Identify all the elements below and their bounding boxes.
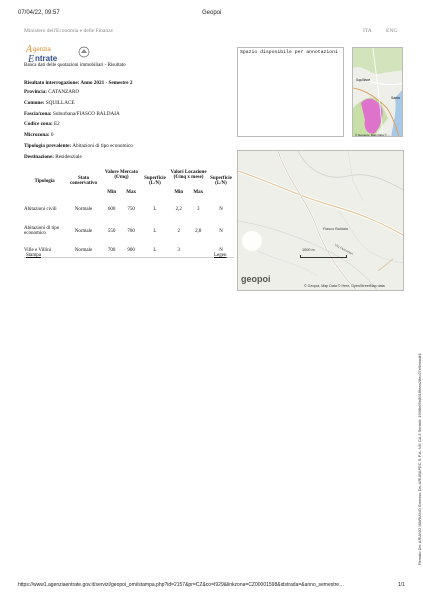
cell-loc-superficie: N [219, 206, 223, 212]
destinazione-label: Destinazione: [24, 154, 54, 160]
microzona-value: 0 [50, 132, 54, 138]
overview-place-2: Santo [391, 96, 401, 100]
codice-label: Codice zona: [24, 121, 53, 127]
cell-stato: Normale [74, 247, 93, 253]
header-min: Min [107, 189, 117, 195]
zone-label: Fiasco Baldaia [323, 227, 348, 231]
print-page-title: Geopoi [202, 10, 222, 16]
header-valori-locazione: Valori Locazione (€/mq x mese) [170, 170, 207, 180]
header-valore-mercato: Valore Mercato (€/mq) [104, 170, 138, 180]
cell-tipologia: Abitazioni di tipo economico [24, 226, 60, 236]
header-tipologia: Tipologia [34, 178, 55, 184]
result-title: Risultato interrogazione: Anno 2021 - Semestre 2 [24, 80, 133, 86]
microzona-label: Microzona: [24, 132, 50, 138]
header-min-locazione: Min [174, 189, 184, 195]
tipologia-value: Abitazioni di tipo economico [72, 143, 133, 149]
cell-max: 700 [127, 228, 135, 234]
zone-map-attribution: © Geopoi, Map Data © Here, OpenStreetMap data [304, 284, 385, 288]
cell-max: 750 [127, 206, 135, 212]
zone-map-graphic [238, 151, 404, 291]
page-subtitle: Banca dati delle quotazioni immobiliari - Risultato [24, 63, 126, 68]
cell-superficie: L [153, 247, 157, 253]
table-divider [24, 257, 234, 258]
overview-map[interactable] [352, 47, 403, 137]
lang-ita-link[interactable]: ITA [363, 28, 372, 34]
overview-map-graphic [353, 48, 403, 137]
quotazioni-table [24, 164, 234, 258]
fascia-label: Fascia/zona: [24, 111, 52, 117]
header-stato: Stato conservativo [70, 176, 97, 186]
cell-stato: Normale [74, 228, 93, 234]
table-row [24, 220, 234, 242]
cell-loc-superficie: N [219, 228, 223, 234]
logo-graphic [24, 43, 94, 63]
cell-loc-max [189, 242, 208, 258]
cell-loc-superficie: N [219, 247, 223, 253]
ministry-label: Ministero dell'Economia e delle Finanze [24, 28, 113, 34]
fascia-value: Suburbana/FIASCO BALDAIA [52, 111, 120, 117]
svg-text:E: E [28, 54, 35, 63]
cell-tipologia: Ville e Villini [24, 247, 52, 253]
print-datetime: 07/04/22, 09:57 [18, 10, 60, 16]
tipologia-label: Tipologia prevalente: [24, 143, 72, 149]
digital-signature-note: Firmato Da: ARIANO MARIANO Emesso Da: ARUBAPEC S.P.A. NG CA 3 Serial#: 1906b65e891f6eea28ec27e6eba4f4 [417, 353, 422, 565]
logo-line2: ntrate [35, 54, 58, 63]
cell-loc-min: 3 [177, 247, 181, 253]
annotations-box[interactable]: Spazio disponibile per annotazioni [237, 47, 344, 137]
stampa-link[interactable]: Stampa [26, 253, 41, 258]
codice-value: E2 [53, 121, 60, 127]
scale-label: 1000 m [302, 248, 315, 252]
print-page-count: 1/1 [398, 582, 405, 588]
cell-loc-min: 2,2 [175, 206, 182, 212]
road-label: Via Ferrovieri [334, 243, 354, 256]
cell-min: 550 [107, 228, 116, 234]
overview-attribution: © Geoserv, Map Data © ... [355, 133, 391, 137]
overview-place-1: Squillace [356, 78, 371, 82]
table-row [24, 242, 234, 258]
legenda-link[interactable]: Legen [214, 253, 227, 258]
header-superficie-1: Superficie (L/N) [144, 176, 166, 186]
print-url: https://www1.agenziaentrate.gov.it/servizi/geopoi_omi/stampa.php?id=2157&pr=CZ&co=I929&linkzona=CZ00001598&idstrada=&anno_semestre… [18, 582, 345, 588]
cell-tipologia: Abitazioni civili [24, 206, 57, 212]
cell-superficie: L [153, 206, 157, 212]
cell-min: 600 [107, 206, 116, 212]
cell-loc-max: 2,8 [195, 228, 202, 234]
logo-line1: genzia [33, 47, 51, 53]
cell-max: 900 [127, 247, 135, 253]
geopoi-brand: geopoi [241, 274, 271, 284]
header-max: Max [126, 189, 137, 195]
cell-stato: Normale [74, 206, 93, 212]
comune-label: Comune: [24, 100, 45, 106]
table-row [24, 198, 234, 220]
cell-loc-min: 2 [177, 228, 181, 234]
geopoi-logo [241, 274, 271, 284]
zone-map[interactable] [237, 150, 404, 291]
destinazione-value: Residenziale [55, 154, 82, 160]
lang-eng-link[interactable]: ENG [386, 28, 398, 34]
cell-superficie: L [153, 228, 157, 234]
provincia-value: CATANZARO [48, 89, 80, 95]
scale-bar [300, 255, 347, 258]
cell-min: 700 [107, 247, 116, 253]
agenzia-entrate-logo [24, 43, 94, 63]
svg-text:A: A [26, 44, 33, 55]
header-superficie-2: Superficie (L/N) [210, 176, 232, 186]
header-max-locazione: Max [193, 189, 204, 195]
cell-loc-max: 3 [197, 206, 200, 212]
comune-value: SQUILLACE [45, 100, 75, 106]
provincia-label: Provincia: [24, 89, 47, 95]
